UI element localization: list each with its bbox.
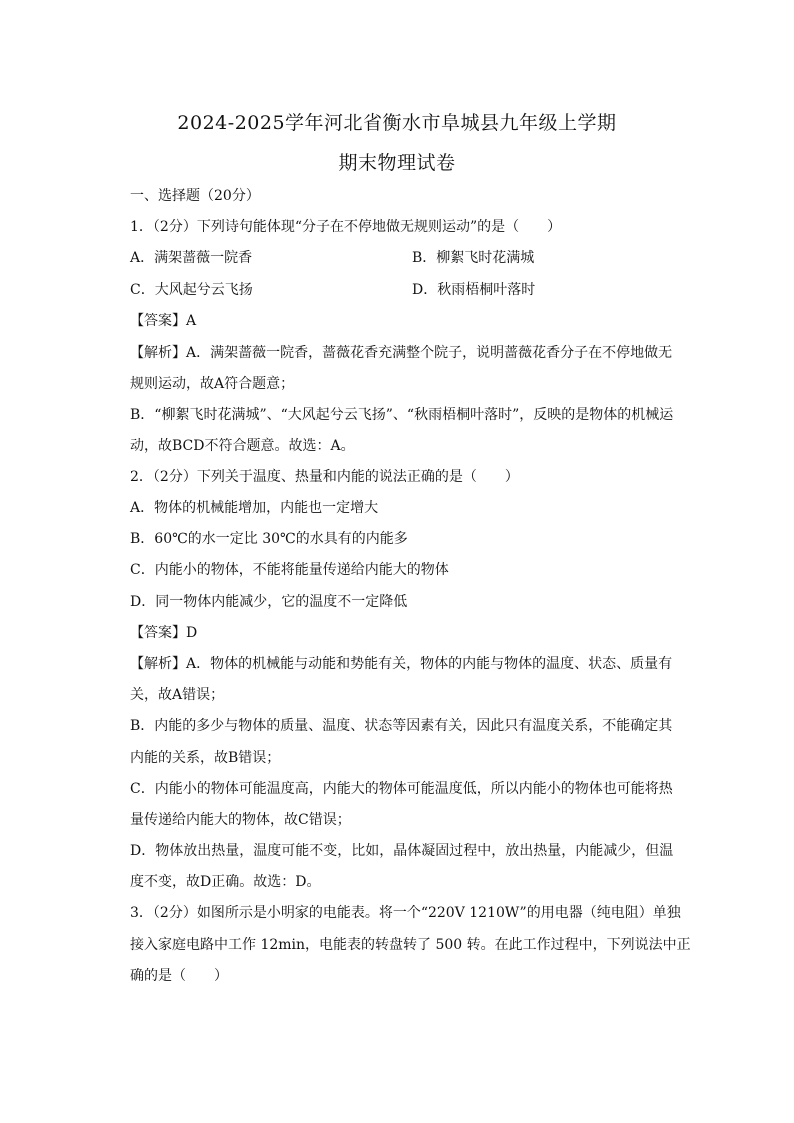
question-1-option-c: C．大风起兮云飞扬 [130, 282, 253, 298]
question-3-stem-line: 3．（2分）如图所示是小明家的电能表。将一个“220V 1210W”的用电器（纯电阻）单独 [130, 905, 681, 921]
question-1-analysis-line: B．“柳絮飞时花满城”、“大风起兮云飞扬”、“秋雨梧桐叶落时”，反映的是物体的机械运 [130, 407, 674, 423]
question-2-analysis-line: 内能的关系，故B错误； [130, 750, 281, 766]
question-2-analysis-line: 关，故A错误； [130, 687, 225, 703]
question-1-analysis-line: 动，故BCD不符合题意。故选：A。 [130, 438, 355, 454]
question-2-option-a: A．物体的机械能增加，内能也一定增大 [130, 500, 379, 516]
question-1-answer: 【答案】A [130, 313, 197, 329]
question-2-analysis-line: 量传递给内能大的物体，故C错误； [130, 812, 351, 828]
question-1-stem: 1．（2分）下列诗句能体现“分子在不停地做无规则运动”的是（ ） [130, 219, 562, 235]
question-1-analysis-line: 规则运动，故A符合题意； [130, 376, 295, 392]
page-title-line-2: 期末物理试卷 [338, 152, 456, 174]
question-2-stem: 2．（2分）下列关于温度、热量和内能的说法正确的是（ ） [130, 469, 519, 485]
question-3-stem-line: 确的是（ ） [130, 968, 228, 984]
question-2-answer: 【答案】D [130, 625, 198, 641]
question-2-analysis-line: 【解析】A．物体的机械能与动能和势能有关，物体的内能与物体的温度、状态、质量有 [130, 656, 673, 672]
question-1-option-d: D．秋雨梧桐叶落时 [412, 282, 536, 298]
question-2-analysis-line: B．内能的多少与物体的质量、温度、状态等因素有关，因此只有温度关系，不能确定其 [130, 718, 673, 734]
question-2-analysis-line: 度不变，故D正确。故选：D。 [130, 874, 321, 890]
question-2-option-c: C．内能小的物体，不能将能量传递给内能大的物体 [130, 562, 449, 578]
question-2-analysis-line: D．物体放出热量，温度可能不变，比如，晶体凝固过程中，放出热量，内能减少，但温 [130, 843, 674, 859]
question-2-option-d: D．同一物体内能减少，它的温度不一定降低 [130, 594, 408, 610]
question-3-stem-line: 接入家庭电路中工作 12min，电能表的转盘转了 500 转。在此工作过程中，下列说法中正 [130, 937, 691, 953]
page-title-line-1: 2024-2025学年河北省衡水市阜城县九年级上学期 [177, 112, 617, 134]
question-2-analysis-line: C．内能小的物体可能温度高，内能大的物体可能温度低，所以内能小的物体也可能将热 [130, 781, 673, 797]
section-heading: 一、选择题（20分） [130, 188, 260, 204]
question-2-option-b: B．60℃的水一定比 30℃的水具有的内能多 [130, 531, 408, 547]
question-1-analysis-line: 【解析】A．满架蔷薇一院香，蔷薇花香充满整个院子，说明蔷薇花香分子在不停地做无 [130, 345, 673, 361]
question-1-option-b: B．柳絮飞时花满城 [412, 250, 535, 266]
question-1-option-a: A．满架蔷薇一院香 [130, 250, 253, 266]
